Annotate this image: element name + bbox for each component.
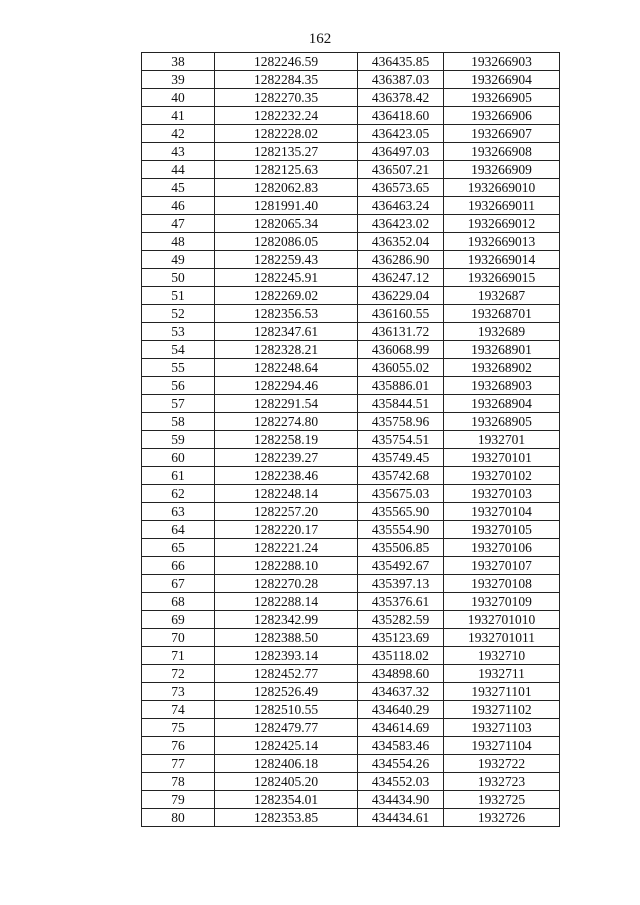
table-row	[142, 593, 560, 611]
y-coordinate-cell: 436423.05	[358, 125, 444, 143]
code-cell: 1932722	[444, 755, 560, 773]
table-row	[142, 683, 560, 701]
table-row	[142, 719, 560, 737]
code-cell: 193270106	[444, 539, 560, 557]
table-row	[142, 521, 560, 539]
y-coordinate-cell: 436131.72	[358, 323, 444, 341]
y-coordinate-cell: 436352.04	[358, 233, 444, 251]
page-number: 162	[308, 31, 332, 47]
table-row	[142, 539, 560, 557]
code-cell: 193271101	[444, 683, 560, 701]
point-number-cell: 72	[142, 665, 215, 683]
x-coordinate-cell: 1282125.63	[215, 161, 358, 179]
x-coordinate-cell: 1282393.14	[215, 647, 358, 665]
x-coordinate-cell: 1282258.19	[215, 431, 358, 449]
y-coordinate-cell: 436507.21	[358, 161, 444, 179]
table-row	[142, 701, 560, 719]
point-number-cell: 54	[142, 341, 215, 359]
x-coordinate-cell: 1282452.77	[215, 665, 358, 683]
code-cell: 193268701	[444, 305, 560, 323]
point-number-cell: 55	[142, 359, 215, 377]
y-coordinate-cell: 434434.61	[358, 809, 444, 827]
code-cell: 193271104	[444, 737, 560, 755]
y-coordinate-cell: 435397.13	[358, 575, 444, 593]
x-coordinate-cell: 1282269.02	[215, 287, 358, 305]
code-cell: 193270101	[444, 449, 560, 467]
table-row	[142, 467, 560, 485]
table-row	[142, 89, 560, 107]
x-coordinate-cell: 1282288.10	[215, 557, 358, 575]
coordinates-table	[141, 52, 560, 827]
code-cell: 193268904	[444, 395, 560, 413]
point-number-cell: 66	[142, 557, 215, 575]
table-row	[142, 125, 560, 143]
y-coordinate-cell: 435506.85	[358, 539, 444, 557]
y-coordinate-cell: 435749.45	[358, 449, 444, 467]
table-row	[142, 143, 560, 161]
table-row	[142, 557, 560, 575]
code-cell: 193268903	[444, 377, 560, 395]
point-number-cell: 69	[142, 611, 215, 629]
table-row	[142, 449, 560, 467]
table-row	[142, 575, 560, 593]
point-number-cell: 73	[142, 683, 215, 701]
table-row	[142, 305, 560, 323]
code-cell: 1932669012	[444, 215, 560, 233]
x-coordinate-cell: 1282246.59	[215, 53, 358, 71]
code-cell: 193266904	[444, 71, 560, 89]
code-cell: 1932710	[444, 647, 560, 665]
point-number-cell: 59	[142, 431, 215, 449]
x-coordinate-cell: 1282062.83	[215, 179, 358, 197]
x-coordinate-cell: 1282510.55	[215, 701, 358, 719]
point-number-cell: 76	[142, 737, 215, 755]
code-cell: 1932669011	[444, 197, 560, 215]
point-number-cell: 60	[142, 449, 215, 467]
point-number-cell: 58	[142, 413, 215, 431]
table-row	[142, 377, 560, 395]
x-coordinate-cell: 1282086.05	[215, 233, 358, 251]
code-cell: 1932669014	[444, 251, 560, 269]
y-coordinate-cell: 434898.60	[358, 665, 444, 683]
code-cell: 193271102	[444, 701, 560, 719]
code-cell: 193268905	[444, 413, 560, 431]
point-number-cell: 64	[142, 521, 215, 539]
code-cell: 193270109	[444, 593, 560, 611]
table-row	[142, 809, 560, 827]
table-row	[142, 179, 560, 197]
y-coordinate-cell: 436160.55	[358, 305, 444, 323]
x-coordinate-cell: 1282479.77	[215, 719, 358, 737]
code-cell: 1932711	[444, 665, 560, 683]
point-number-cell: 77	[142, 755, 215, 773]
y-coordinate-cell: 435376.61	[358, 593, 444, 611]
code-cell: 193271103	[444, 719, 560, 737]
code-cell: 1932701	[444, 431, 560, 449]
x-coordinate-cell: 1282342.99	[215, 611, 358, 629]
table-row	[142, 215, 560, 233]
y-coordinate-cell: 436435.85	[358, 53, 444, 71]
y-coordinate-cell: 435675.03	[358, 485, 444, 503]
table-row	[142, 359, 560, 377]
table-row	[142, 233, 560, 251]
point-number-cell: 41	[142, 107, 215, 125]
point-number-cell: 57	[142, 395, 215, 413]
code-cell: 1932726	[444, 809, 560, 827]
x-coordinate-cell: 1282232.24	[215, 107, 358, 125]
table-row	[142, 269, 560, 287]
y-coordinate-cell: 435118.02	[358, 647, 444, 665]
point-number-cell: 40	[142, 89, 215, 107]
table-row	[142, 341, 560, 359]
x-coordinate-cell: 1282274.80	[215, 413, 358, 431]
table-row	[142, 251, 560, 269]
y-coordinate-cell: 436387.03	[358, 71, 444, 89]
code-cell: 193270103	[444, 485, 560, 503]
table-row	[142, 431, 560, 449]
x-coordinate-cell: 1282248.14	[215, 485, 358, 503]
point-number-cell: 44	[142, 161, 215, 179]
table-row	[142, 395, 560, 413]
y-coordinate-cell: 435492.67	[358, 557, 444, 575]
point-number-cell: 71	[142, 647, 215, 665]
x-coordinate-cell: 1282221.24	[215, 539, 358, 557]
code-cell: 193270105	[444, 521, 560, 539]
x-coordinate-cell: 1282388.50	[215, 629, 358, 647]
code-cell: 1932701011	[444, 629, 560, 647]
code-cell: 193270104	[444, 503, 560, 521]
point-number-cell: 42	[142, 125, 215, 143]
code-cell: 1932725	[444, 791, 560, 809]
y-coordinate-cell: 435282.59	[358, 611, 444, 629]
y-coordinate-cell: 435758.96	[358, 413, 444, 431]
point-number-cell: 52	[142, 305, 215, 323]
y-coordinate-cell: 436497.03	[358, 143, 444, 161]
code-cell: 193266905	[444, 89, 560, 107]
y-coordinate-cell: 434637.32	[358, 683, 444, 701]
y-coordinate-cell: 434614.69	[358, 719, 444, 737]
x-coordinate-cell: 1282526.49	[215, 683, 358, 701]
table-row	[142, 161, 560, 179]
y-coordinate-cell: 436055.02	[358, 359, 444, 377]
x-coordinate-cell: 1282135.27	[215, 143, 358, 161]
table-row	[142, 485, 560, 503]
table-row	[142, 737, 560, 755]
table-row	[142, 197, 560, 215]
y-coordinate-cell: 436286.90	[358, 251, 444, 269]
table-row	[142, 665, 560, 683]
code-cell: 193266908	[444, 143, 560, 161]
point-number-cell: 49	[142, 251, 215, 269]
y-coordinate-cell: 435742.68	[358, 467, 444, 485]
point-number-cell: 38	[142, 53, 215, 71]
table-row	[142, 413, 560, 431]
x-coordinate-cell: 1282270.28	[215, 575, 358, 593]
point-number-cell: 53	[142, 323, 215, 341]
point-number-cell: 75	[142, 719, 215, 737]
x-coordinate-cell: 1282291.54	[215, 395, 358, 413]
x-coordinate-cell: 1282239.27	[215, 449, 358, 467]
code-cell: 193270102	[444, 467, 560, 485]
code-cell: 193266906	[444, 107, 560, 125]
point-number-cell: 78	[142, 773, 215, 791]
point-number-cell: 80	[142, 809, 215, 827]
x-coordinate-cell: 1282425.14	[215, 737, 358, 755]
point-number-cell: 65	[142, 539, 215, 557]
x-coordinate-cell: 1282354.01	[215, 791, 358, 809]
y-coordinate-cell: 434434.90	[358, 791, 444, 809]
y-coordinate-cell: 434583.46	[358, 737, 444, 755]
point-number-cell: 79	[142, 791, 215, 809]
y-coordinate-cell: 434552.03	[358, 773, 444, 791]
table-row	[142, 53, 560, 71]
code-cell: 1932689	[444, 323, 560, 341]
table-row	[142, 647, 560, 665]
code-cell: 193266903	[444, 53, 560, 71]
y-coordinate-cell: 435554.90	[358, 521, 444, 539]
y-coordinate-cell: 434554.26	[358, 755, 444, 773]
x-coordinate-cell: 1282294.46	[215, 377, 358, 395]
y-coordinate-cell: 435565.90	[358, 503, 444, 521]
table-row	[142, 611, 560, 629]
point-number-cell: 47	[142, 215, 215, 233]
x-coordinate-cell: 1282238.46	[215, 467, 358, 485]
point-number-cell: 50	[142, 269, 215, 287]
x-coordinate-cell: 1282353.85	[215, 809, 358, 827]
y-coordinate-cell: 435754.51	[358, 431, 444, 449]
point-number-cell: 56	[142, 377, 215, 395]
code-cell: 193266909	[444, 161, 560, 179]
y-coordinate-cell: 434640.29	[358, 701, 444, 719]
point-number-cell: 68	[142, 593, 215, 611]
point-number-cell: 63	[142, 503, 215, 521]
point-number-cell: 43	[142, 143, 215, 161]
x-coordinate-cell: 1282347.61	[215, 323, 358, 341]
table-row	[142, 107, 560, 125]
table-body	[142, 53, 560, 827]
y-coordinate-cell: 435886.01	[358, 377, 444, 395]
y-coordinate-cell: 436423.02	[358, 215, 444, 233]
y-coordinate-cell: 436418.60	[358, 107, 444, 125]
x-coordinate-cell: 1282245.91	[215, 269, 358, 287]
point-number-cell: 74	[142, 701, 215, 719]
x-coordinate-cell: 1282257.20	[215, 503, 358, 521]
table-row	[142, 503, 560, 521]
x-coordinate-cell: 1282248.64	[215, 359, 358, 377]
code-cell: 1932669015	[444, 269, 560, 287]
code-cell: 193268901	[444, 341, 560, 359]
x-coordinate-cell: 1282220.17	[215, 521, 358, 539]
code-cell: 193270107	[444, 557, 560, 575]
point-number-cell: 51	[142, 287, 215, 305]
point-number-cell: 70	[142, 629, 215, 647]
y-coordinate-cell: 436463.24	[358, 197, 444, 215]
point-number-cell: 67	[142, 575, 215, 593]
x-coordinate-cell: 1282270.35	[215, 89, 358, 107]
table-row	[142, 287, 560, 305]
y-coordinate-cell: 435844.51	[358, 395, 444, 413]
table-row	[142, 791, 560, 809]
table-row	[142, 755, 560, 773]
x-coordinate-cell: 1282288.14	[215, 593, 358, 611]
x-coordinate-cell: 1281991.40	[215, 197, 358, 215]
code-cell: 1932669013	[444, 233, 560, 251]
point-number-cell: 61	[142, 467, 215, 485]
y-coordinate-cell: 436573.65	[358, 179, 444, 197]
x-coordinate-cell: 1282328.21	[215, 341, 358, 359]
x-coordinate-cell: 1282284.35	[215, 71, 358, 89]
code-cell: 193268902	[444, 359, 560, 377]
y-coordinate-cell: 436229.04	[358, 287, 444, 305]
point-number-cell: 45	[142, 179, 215, 197]
x-coordinate-cell: 1282405.20	[215, 773, 358, 791]
y-coordinate-cell: 436378.42	[358, 89, 444, 107]
x-coordinate-cell: 1282065.34	[215, 215, 358, 233]
code-cell: 1932687	[444, 287, 560, 305]
code-cell: 1932701010	[444, 611, 560, 629]
y-coordinate-cell: 436068.99	[358, 341, 444, 359]
point-number-cell: 46	[142, 197, 215, 215]
code-cell: 193270108	[444, 575, 560, 593]
y-coordinate-cell: 435123.69	[358, 629, 444, 647]
point-number-cell: 62	[142, 485, 215, 503]
y-coordinate-cell: 436247.12	[358, 269, 444, 287]
x-coordinate-cell: 1282406.18	[215, 755, 358, 773]
table-row	[142, 629, 560, 647]
x-coordinate-cell: 1282259.43	[215, 251, 358, 269]
table-row	[142, 323, 560, 341]
code-cell: 193266907	[444, 125, 560, 143]
point-number-cell: 39	[142, 71, 215, 89]
code-cell: 1932723	[444, 773, 560, 791]
x-coordinate-cell: 1282228.02	[215, 125, 358, 143]
point-number-cell: 48	[142, 233, 215, 251]
x-coordinate-cell: 1282356.53	[215, 305, 358, 323]
table-row	[142, 71, 560, 89]
code-cell: 1932669010	[444, 179, 560, 197]
table-row	[142, 773, 560, 791]
